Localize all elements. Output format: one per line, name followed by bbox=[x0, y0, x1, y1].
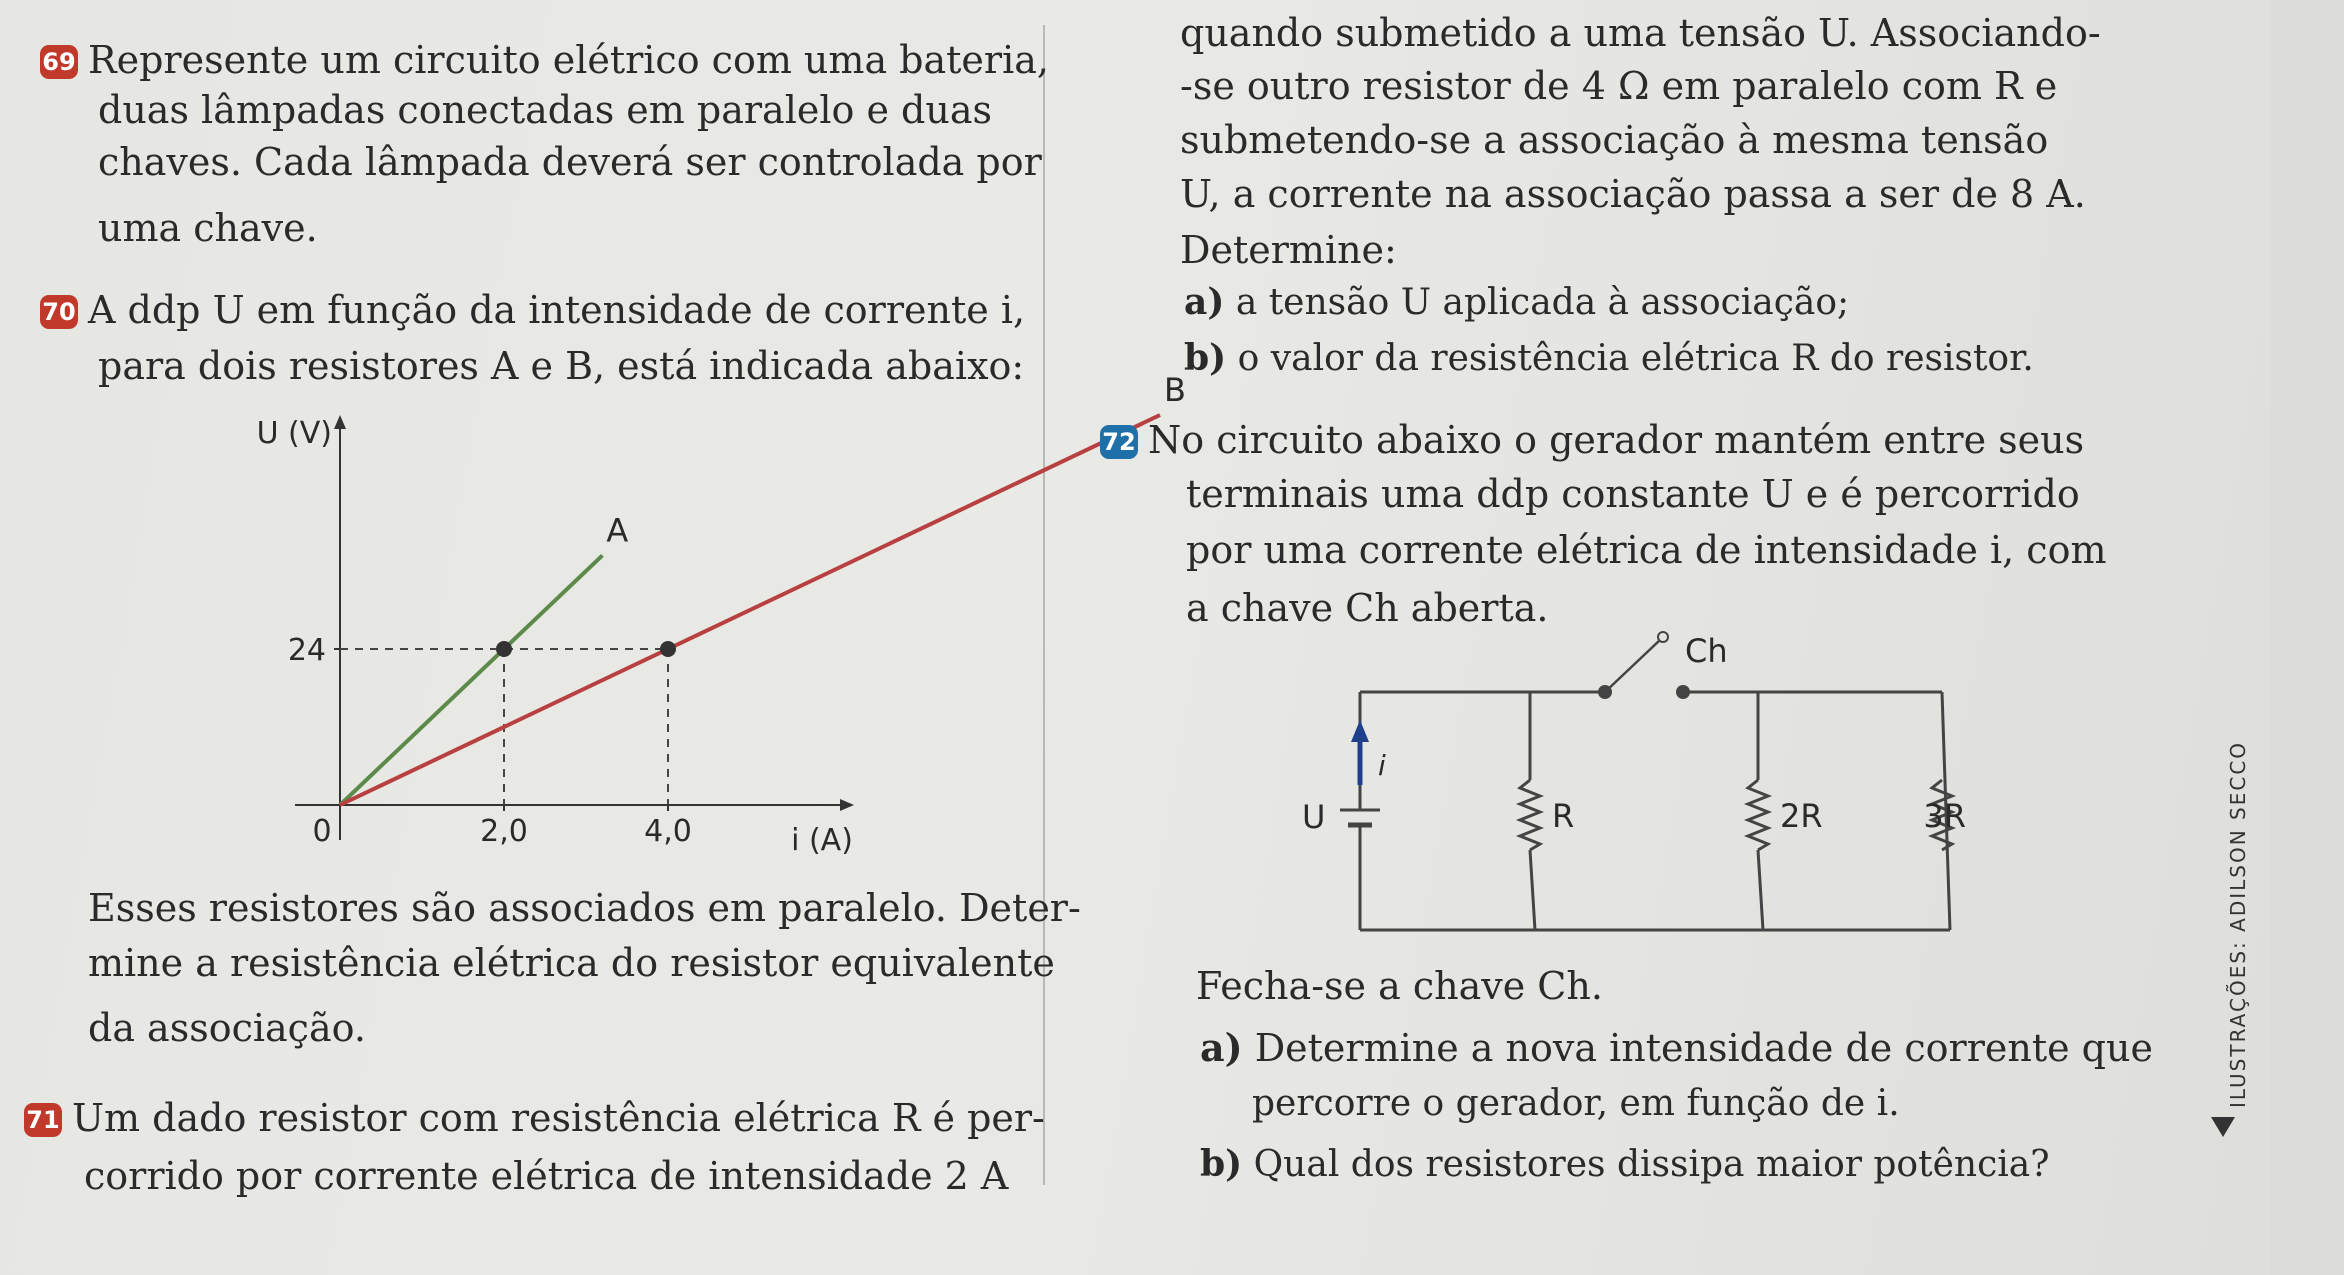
current-label: i bbox=[1378, 749, 1386, 782]
q72-line-4: a chave Ch aberta. bbox=[1186, 586, 1549, 630]
switch-contact-left bbox=[1598, 685, 1612, 699]
q72-item-b: b) Qual dos resistores dissipa maior potência? bbox=[1200, 1143, 2050, 1185]
q70-badge: 70 bbox=[40, 295, 78, 329]
q70-line-2: para dois resistores A e B, está indicada abaixo: bbox=[98, 344, 1025, 388]
branch-r-bottom bbox=[1530, 850, 1535, 930]
q71-item-b: b) o valor da resistência elétrica R do resistor. bbox=[1184, 337, 2034, 379]
resistor-r-zigzag bbox=[1520, 780, 1540, 850]
q70-line-1: 70 A ddp U em função da intensidade de corrente i, bbox=[40, 282, 1025, 338]
q71-line-6: U, a corrente na associação passa a ser de 8 A. bbox=[1180, 172, 2086, 216]
resistor-2r-zigzag bbox=[1748, 780, 1768, 850]
switch-contact-right bbox=[1676, 685, 1690, 699]
q69-badge: 69 bbox=[40, 45, 78, 79]
series-label-a: A bbox=[606, 511, 629, 550]
q69-line-2: duas lâmpadas conectadas em paralelo e duas bbox=[98, 88, 992, 132]
q71-line-3: quando submetido a uma tensão U. Associando- bbox=[1180, 11, 2101, 55]
series-label-b: B bbox=[1164, 371, 1186, 409]
column-divider bbox=[1043, 25, 1045, 1185]
resistor-r-label: R bbox=[1552, 797, 1575, 835]
q69-line-3: chaves. Cada lâmpada deverá ser controlada por bbox=[98, 140, 1042, 184]
switch-blade bbox=[1605, 640, 1660, 692]
resistor-2r-label: 2R bbox=[1780, 797, 1823, 835]
q69-line-4: uma chave. bbox=[98, 206, 318, 250]
illustration-credit: ILUSTRAÇÕES: ADILSON SECCO bbox=[2226, 740, 2250, 1108]
q72-badge: 72 bbox=[1100, 425, 1138, 459]
q72-line-2: terminais uma ddp constante U e é percorrido bbox=[1186, 472, 2080, 516]
q69-line-1: 69 Represente um circuito elétrico com uma bateria, bbox=[40, 32, 1049, 88]
origin-label: 0 bbox=[312, 814, 332, 849]
marked-point bbox=[660, 641, 676, 657]
switch-label: Ch bbox=[1685, 632, 1728, 670]
resistor-3r-label: 3R bbox=[1923, 797, 1966, 835]
q70-after-line-2: mine a resistência elétrica do resistor equivalente bbox=[88, 941, 1055, 985]
switch-pivot bbox=[1658, 632, 1668, 642]
x-axis-arrow bbox=[840, 799, 854, 811]
source-label: U bbox=[1302, 798, 1326, 836]
y-tick-label: 24 bbox=[287, 633, 326, 668]
x-tick-label: 4,0 bbox=[644, 814, 692, 849]
q72-item-a-line-2: percorre o gerador, em função de i. bbox=[1252, 1083, 1900, 1124]
q70-after-line-3: da associação. bbox=[88, 1006, 366, 1050]
x-axis-label: i (A) bbox=[791, 823, 853, 858]
q71-line-4: -se outro resistor de 4 Ω em paralelo com R e bbox=[1180, 64, 2058, 108]
marked-point bbox=[496, 641, 512, 657]
q71-line-7: Determine: bbox=[1180, 228, 1397, 272]
credit-arrow-icon bbox=[2211, 1117, 2235, 1137]
x-tick-label: 2,0 bbox=[480, 814, 528, 849]
q70-after-line-1: Esses resistores são associados em paralelo. Deter- bbox=[88, 886, 1081, 930]
current-arrow-head bbox=[1351, 720, 1369, 742]
y-axis-arrow bbox=[334, 415, 346, 429]
q72-line-1: 72 No circuito abaixo o gerador mantém entre seus bbox=[1100, 412, 2084, 468]
series-line-a bbox=[340, 555, 602, 805]
circuit-diagram bbox=[1290, 620, 1970, 940]
q72-item-a-line-1: a) Determine a nova intensidade de corrente que bbox=[1200, 1025, 2153, 1070]
q71-line-2: corrido por corrente elétrica de intensidade 2 A bbox=[84, 1154, 1009, 1198]
y-axis-label: U (V) bbox=[256, 416, 332, 451]
q71-badge: 71 bbox=[24, 1103, 62, 1137]
branch-2r-bottom bbox=[1758, 850, 1763, 930]
series-line-b bbox=[340, 415, 1160, 805]
q71-line-5: submetendo-se a associação à mesma tensão bbox=[1180, 118, 2049, 162]
q72-after: Fecha-se a chave Ch. bbox=[1196, 964, 1603, 1008]
q71-item-a: a) a tensão U aplicada à associação; bbox=[1184, 281, 1850, 323]
q71-line-1: 71 Um dado resistor com resistência elétrica R é per- bbox=[24, 1090, 1045, 1146]
q72-line-3: por uma corrente elétrica de intensidade i, com bbox=[1186, 528, 2107, 572]
